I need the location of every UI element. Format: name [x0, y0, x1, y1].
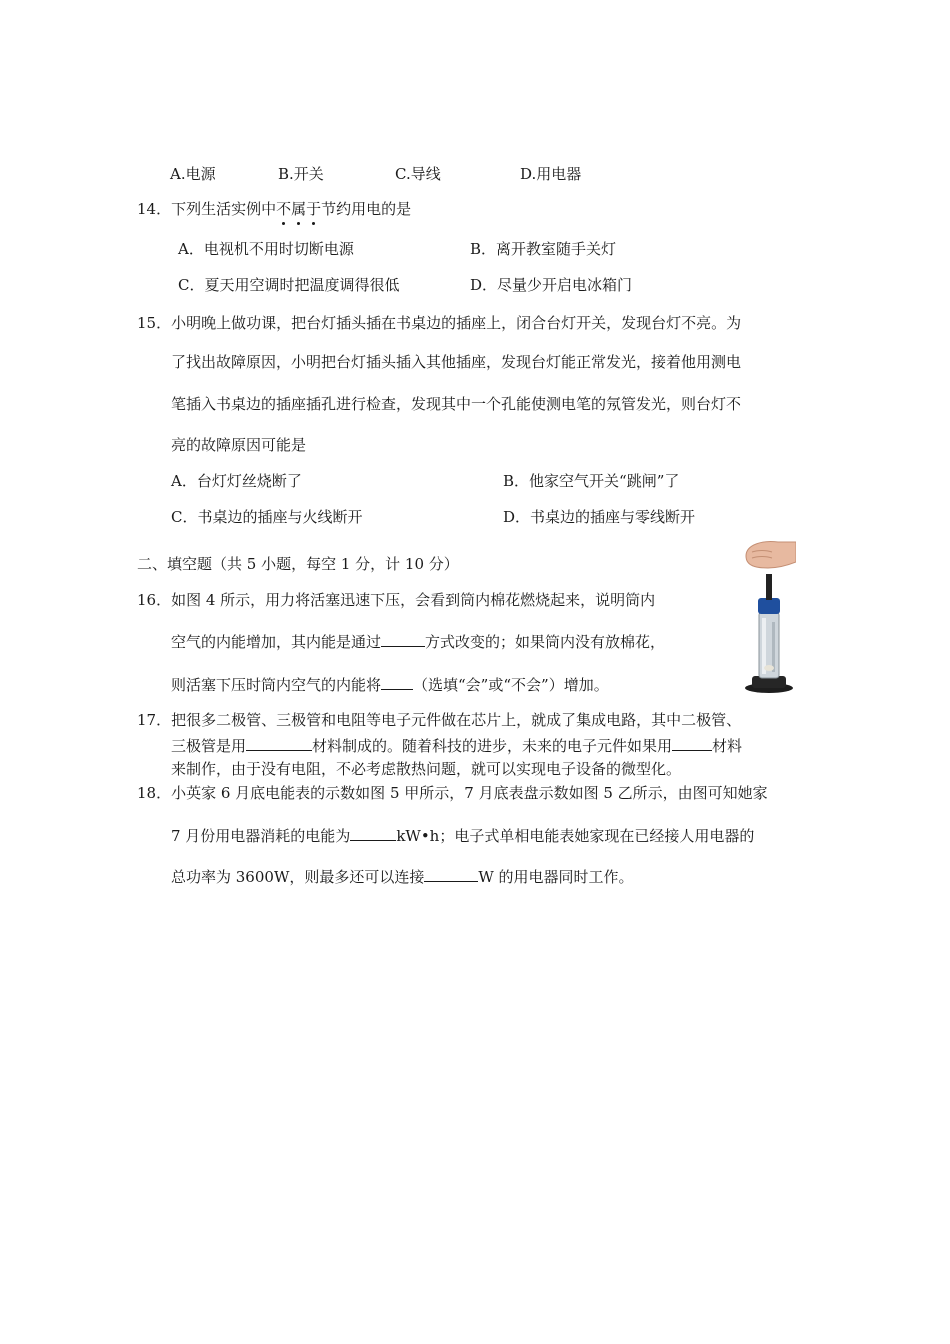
- q18-text: kW•h；电子式单相电能表她家现在已经接人用电器的: [396, 827, 755, 845]
- q16-line-1: [137, 590, 655, 610]
- q15-text: 小明晚上做功课，把台灯插头插在书桌边的插座上，闭合台灯开关，发现台灯不亮。为: [171, 314, 742, 332]
- answer-blank[interactable]: [350, 825, 396, 841]
- q17-line-2: [171, 735, 742, 756]
- figure-4-piston-image: [742, 538, 796, 694]
- emphasis-char: 于: [306, 200, 322, 218]
- q16-text: 方式改变的；如果筒内没有放棉花，: [425, 633, 666, 651]
- question-number: 17．: [137, 711, 172, 729]
- q14-option-a: A．电视机不用时切断电源: [178, 240, 354, 258]
- q17-text: 三极管是用: [171, 737, 247, 755]
- q13-option-c: C.导线: [395, 165, 441, 183]
- answer-blank[interactable]: [381, 674, 413, 690]
- q18-text: W 的用电器同时工作。: [478, 868, 634, 886]
- q14-stem: [137, 199, 411, 219]
- answer-blank[interactable]: [672, 735, 712, 751]
- q15-line-1: [137, 313, 741, 333]
- q14-option-c: C．夏天用空调时把温度调得很低: [178, 276, 400, 294]
- q15-line-4: 亮的故障原因可能是: [171, 436, 307, 454]
- q14-stem-pre: 下列生活实例中: [171, 200, 277, 218]
- q13-option-b: B.开关: [278, 165, 324, 183]
- emphasis-char: 属: [291, 200, 307, 218]
- q16-line-2: [171, 631, 665, 652]
- q17-text: 材料制成的。随着科技的进步，未来的电子元件如果用: [312, 737, 673, 755]
- q15-line-2: 了找出故障原因，小明把台灯插头插入其他插座，发现台灯能正常发光，接着他用测电: [171, 353, 742, 371]
- q18-line-3: [171, 866, 634, 887]
- q17-text: 材料: [712, 737, 743, 755]
- question-number: 16．: [137, 591, 172, 609]
- question-number: 15．: [137, 314, 172, 332]
- answer-blank[interactable]: [424, 866, 478, 882]
- q16-text: （选填“会”或“不会”）增加。: [413, 676, 609, 694]
- q17-line-1: [137, 710, 741, 730]
- section-heading: 二、填空题（共 5 小题，每空 1 分，计 10 分）: [137, 555, 459, 573]
- question-number: 14．: [137, 200, 172, 218]
- q18-text: 小英家 6 月底电能表的示数如图 5 甲所示，7 月底表盘示数如图 5 乙所示，由图可知她家: [171, 784, 768, 802]
- emphasis-char: 不: [276, 200, 292, 218]
- answer-blank[interactable]: [381, 631, 425, 647]
- q16-text: 则活塞下压时筒内空气的内能将: [171, 676, 382, 694]
- q16-text: 空气的内能增加，其内能是通过: [171, 633, 382, 651]
- q16-line-3: [171, 674, 609, 695]
- q18-text: 7 月份用电器消耗的电能为: [171, 827, 351, 845]
- q15-line-3: 笔插入书桌边的插座插孔进行检查，发现其中一个孔能使测电笔的氖管发光，则台灯不: [171, 395, 742, 413]
- q15-option-a: A．台灯灯丝烧断了: [171, 472, 302, 490]
- q15-option-b: B．他家空气开关“跳闸”了: [503, 472, 680, 490]
- q17-text: 把很多二极管、三极管和电阻等电子元件做在芯片上，就成了集成电路，其中二极管、: [171, 711, 742, 729]
- q13-option-d: D.用电器: [520, 165, 582, 183]
- q15-option-d: D．书桌边的插座与零线断开: [503, 508, 696, 526]
- q14-option-d: D．尽量少开启电冰箱门: [470, 276, 633, 294]
- q18-line-1: [137, 783, 768, 803]
- q18-text: 总功率为 3600W，则最多还可以连接: [171, 868, 425, 886]
- answer-blank[interactable]: [246, 735, 312, 751]
- q16-text: 如图 4 所示，用力将活塞迅速下压，会看到筒内棉花燃烧起来，说明筒内: [171, 591, 656, 609]
- q17-line-3: 来制作，由于没有电阻，不必考虑散热问题，就可以实现电子设备的微型化。: [171, 760, 682, 778]
- q18-line-2: [171, 825, 754, 846]
- q14-stem-post: 节约用电的是: [321, 200, 412, 218]
- question-number: 18．: [137, 784, 172, 802]
- q13-option-a: A.电源: [170, 165, 216, 183]
- q15-option-c: C．书桌边的插座与火线断开: [171, 508, 363, 526]
- q14-option-b: B．离开教室随手关灯: [470, 240, 617, 258]
